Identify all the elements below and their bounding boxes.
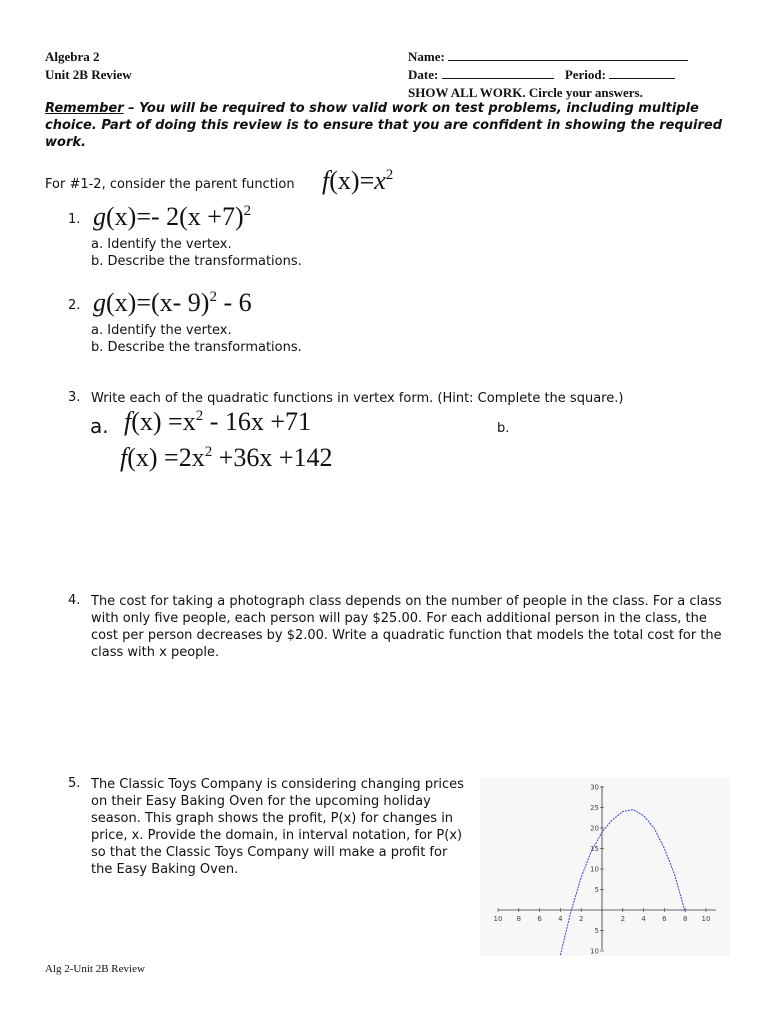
x-tick-label: 8: [516, 915, 522, 923]
q4-number: 4.: [68, 593, 81, 608]
x-tick-label: 10: [701, 915, 711, 923]
q3-b-f: f: [120, 443, 128, 472]
show-work-note: SHOW ALL WORK. Circle your answers.: [408, 85, 643, 100]
q3-a-function: [124, 407, 311, 437]
y-tick-label: 15: [590, 845, 599, 853]
profit-graph: [480, 778, 730, 956]
q1-body: =- 2(x +7): [136, 202, 244, 231]
q5-number: 5.: [68, 776, 81, 791]
q1-lhs: (x): [106, 202, 137, 231]
parent-f: f: [322, 166, 330, 195]
y-tick-label: 10: [590, 865, 599, 874]
remember-word: Remember: [45, 101, 124, 116]
course-title: Algebra 2: [45, 49, 100, 64]
y-tick-label: 5: [594, 886, 599, 894]
name-row: [408, 48, 688, 65]
q3-number: 3.: [68, 390, 81, 405]
parent-function: $f(x)=x^2$: [322, 166, 394, 195]
date-field[interactable]: [442, 66, 554, 79]
q3-b-rest: +36x +142: [212, 443, 333, 472]
x-tick-label: 4: [641, 915, 646, 923]
q2-function: [93, 288, 252, 318]
y-tick-label: 25: [590, 804, 599, 812]
parent-var: (x): [329, 166, 360, 195]
q4-text: The cost for taking a photograph class depends on the number of people in the class. For a class with only five people, each person will pay $25.00. For each additional person in the class, the cost per person decreases by $2.00. Write a quadratic function that models the total cost for the class with x people.: [91, 594, 722, 660]
date-row: [408, 66, 675, 83]
q1-fname: g: [93, 202, 106, 231]
q1-part-b: b. Describe the transformations.: [91, 254, 302, 269]
q3-b-exp: 2: [204, 444, 213, 460]
unit-title: Unit 2B Review: [45, 67, 132, 82]
name-label: Name:: [408, 49, 445, 64]
graph-background: [480, 778, 730, 956]
q2-lhs: (x): [106, 288, 137, 317]
q1-exp: 2: [243, 203, 252, 219]
x-tick-label: 10: [493, 915, 503, 923]
parent-x: x: [374, 166, 386, 195]
y-tick-label: 5: [594, 927, 599, 935]
q3-b-lhs: (x) =2x: [127, 443, 205, 472]
q3-b-function: [120, 443, 333, 473]
q3-a-label: a.: [90, 414, 109, 438]
x-tick-label: 4: [558, 915, 563, 923]
q3-a-rest: - 16x +71: [203, 407, 312, 436]
y-tick-label: 30: [590, 783, 599, 792]
q2-body: =(x- 9): [136, 288, 210, 317]
q2-fname: g: [93, 288, 106, 317]
parent-exp: 2: [385, 167, 394, 183]
y-tick-label: 10: [590, 947, 599, 956]
q3-a-lhs: (x) =x: [131, 407, 196, 436]
x-tick-label: 2: [620, 915, 626, 923]
name-field[interactable]: [448, 48, 688, 61]
q1-number: 1.: [68, 212, 81, 227]
q2-part-a: a. Identify the vertex.: [91, 323, 232, 338]
period-field[interactable]: [609, 66, 675, 79]
q2-part-b: b. Describe the transformations.: [91, 340, 302, 355]
x-tick-label: 2: [578, 915, 584, 923]
period-label: Period:: [564, 67, 606, 82]
q5-text: The Classic Toys Company is considering changing prices on their Easy Baking Oven for the upcoming holiday season. This graph shows the profit, P(x) for changes in price, x. Provide the domain, in interval notation, for P(x) so that the Classic Toys Company will make a profit for the Easy Baking Oven.: [91, 777, 464, 877]
date-label: Date:: [408, 67, 439, 82]
x-tick-label: 8: [682, 915, 688, 923]
q3-a-f: f: [124, 407, 132, 436]
q1-function: [93, 202, 251, 232]
x-tick-label: 6: [662, 915, 667, 923]
q1-part-a: a. Identify the vertex.: [91, 237, 232, 252]
q2-number: 2.: [68, 298, 81, 313]
q2-tail: - 6: [216, 288, 252, 317]
y-tick-label: 20: [590, 824, 599, 833]
remember-note: [45, 100, 735, 151]
q3-a-exp: 2: [195, 408, 204, 424]
footer-text: Alg 2-Unit 2B Review: [45, 963, 145, 975]
q3-b-label: b.: [497, 421, 510, 436]
remember-text: – You will be required to show valid work on test problems, including multiple choice. Part of doing this review is to ensure that you are confident in showing the required work.: [45, 101, 722, 150]
x-tick-label: 6: [537, 915, 542, 923]
q3-text: Write each of the quadratic functions in vertex form. (Hint: Complete the square.): [91, 391, 624, 406]
q2-exp: 2: [209, 289, 217, 305]
intro-text: For #1-2, consider the parent function: [45, 177, 295, 192]
